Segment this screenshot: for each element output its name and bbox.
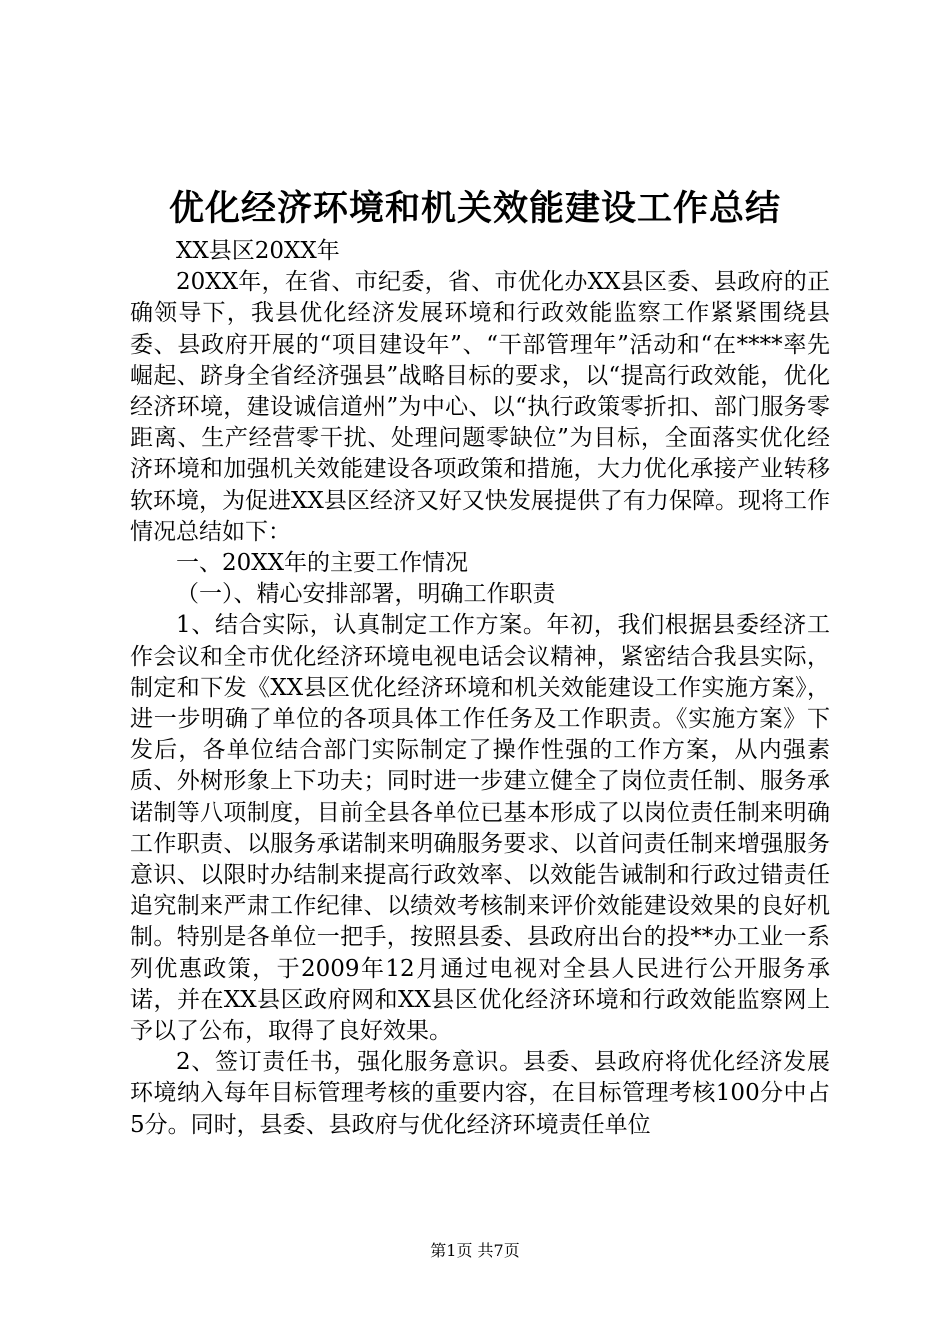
paragraph-responsibility: 2、签订责任书，强化服务意识。县委、县政府将优化经济发展环境纳入每年目标管理考核的重要内容，在目标管理考核100分中占5分。同时，县委、县政府与优化经济环境责任单位: [130, 1049, 830, 1138]
subsection-heading: （一）、精心安排部署，明确工作职责: [176, 581, 556, 608]
document-body: [130, 236, 830, 1141]
document-title: 优化经济环境和机关效能建设工作总结: [168, 188, 781, 229]
section-heading: 一、20XX年的主要工作情况: [176, 550, 469, 577]
paragraph-introduction: 20XX年，在省、市纪委，省、市优化办XX县区委、县政府的正确领导下，我县优化经济发展环境和行政效能监察工作紧紧围绕县委、县政府开展的“项目建设年”、“干部管理年”活动和“在****率先崛起、跻身全省经济强县”战略目标的要求，以“提高行政效能，优化经济环境，建设诚信道州”为中心、以“执行政策零折扣、部门服务零距离、生产经营零干扰、处理问题零缺位”为目标，全面落实优化经济环境和加强机关效能建设各项政策和措施，大力优化承接产业转移软环境，为促进XX县区经济又好又快发展提供了有力保障。现将工作情况总结如下：: [130, 269, 830, 545]
page-number-footer: 第1页 共7页: [430, 1241, 520, 1260]
paragraph-work-plan: 1、结合实际，认真制定工作方案。年初，我们根据县委经济工作会议和全市优化经济环境电视电话会议精神，紧密结合我县实际，制定和下发《XX县区优化经济环境和机关效能建设工作实施方案》，进一步明确了单位的各项具体工作任务及工作职责。《实施方案》下发后，各单位结合部门实际制定了操作性强的工作方案，从内强素质、外树形象上下功夫；同时进一步建立健全了岗位责任制、服务承诺制等八项制度，目前全县各单位已基本形成了以岗位责任制来明确工作职责、以服务承诺制来明确服务要求、以首问责任制来增强服务意识、以限时办结制来提高行政效率、以效能告诫制和行政过错责任追究制来严肃工作纪律、以绩效考核制来评价效能建设效果的良好机制。特别是各单位一把手，按照县委、县政府出台的投**办工业一系列优惠政策，于2009年12月通过电视对全县人民进行公开服务承诺，并在XX县区政府网和XX县区优化经济环境和行政效能监察网上予以了公布，取得了良好效果。: [130, 612, 830, 1045]
paragraph-county-year: XX县区20XX年: [176, 238, 340, 264]
